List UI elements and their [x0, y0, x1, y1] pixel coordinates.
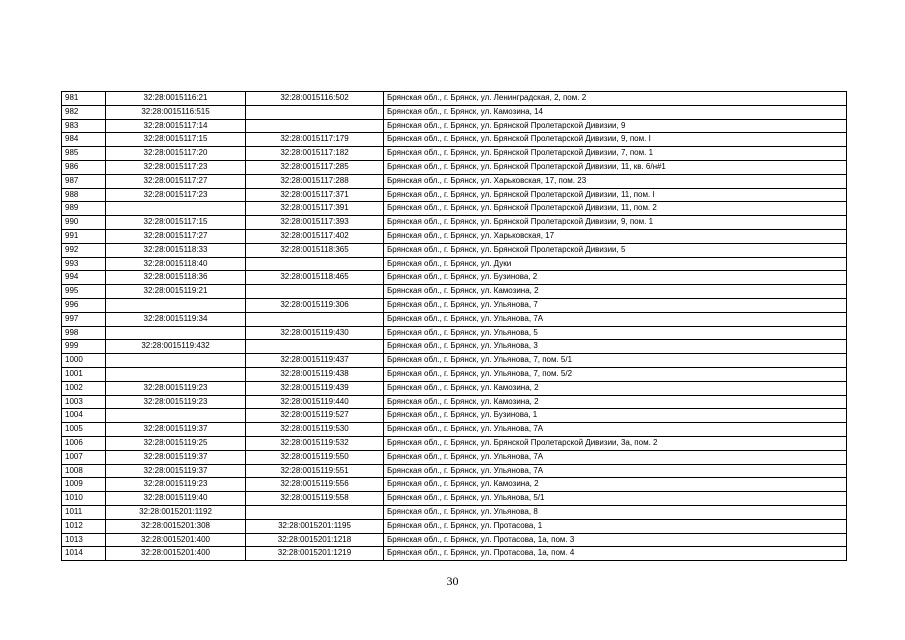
object-cadastral-number-cell: 32:28:0015118:465 — [246, 271, 384, 285]
table-row — [62, 216, 847, 230]
address-cell: Брянская обл., г. Брянск, ул. Дуки — [384, 257, 847, 271]
row-number-cell: 985 — [62, 147, 106, 161]
table-row — [62, 533, 847, 547]
row-number-cell: 995 — [62, 285, 106, 299]
address-cell: Брянская обл., г. Брянск, ул. Брянской Пролетарской Дивизии, 5 — [384, 243, 847, 257]
object-cadastral-number-cell: 32:28:0015119:437 — [246, 354, 384, 368]
object-cadastral-number-cell — [246, 340, 384, 354]
table-row — [62, 492, 847, 506]
table-row — [62, 395, 847, 409]
cadastral-register-table — [61, 91, 847, 561]
table-row — [62, 147, 847, 161]
table-body — [62, 92, 847, 561]
object-cadastral-number-cell — [246, 285, 384, 299]
row-number-cell: 1011 — [62, 505, 106, 519]
row-number-cell: 1012 — [62, 519, 106, 533]
row-number-cell: 991 — [62, 229, 106, 243]
address-cell: Брянская обл., г. Брянск, ул. Ульянова, 3 — [384, 340, 847, 354]
row-number-cell: 986 — [62, 160, 106, 174]
table-row — [62, 312, 847, 326]
address-cell: Брянская обл., г. Брянск, ул. Ульянова, 7А — [384, 464, 847, 478]
object-cadastral-number-cell: 32:28:0015201:1218 — [246, 533, 384, 547]
land-plot-cadastral-number-cell: 32:28:0015119:25 — [106, 436, 246, 450]
table-row — [62, 298, 847, 312]
address-cell: Брянская обл., г. Брянск, ул. Ленинградская, 2, пом. 2 — [384, 92, 847, 106]
object-cadastral-number-cell — [246, 105, 384, 119]
address-cell: Брянская обл., г. Брянск, ул. Камозина, 2 — [384, 478, 847, 492]
address-cell: Брянская обл., г. Брянск, ул. Протасова, 1а, пом. 4 — [384, 547, 847, 561]
table-row — [62, 409, 847, 423]
address-cell: Брянская обл., г. Брянск, ул. Ульянова, 7, пом. 5/1 — [384, 354, 847, 368]
object-cadastral-number-cell: 32:28:0015117:371 — [246, 188, 384, 202]
address-cell: Брянская обл., г. Брянск, ул. Брянской Пролетарской Дивизии, 9 — [384, 119, 847, 133]
land-plot-cadastral-number-cell — [106, 409, 246, 423]
row-number-cell: 984 — [62, 133, 106, 147]
object-cadastral-number-cell: 32:28:0015117:402 — [246, 229, 384, 243]
land-plot-cadastral-number-cell: 32:28:0015117:20 — [106, 147, 246, 161]
table-row — [62, 188, 847, 202]
land-plot-cadastral-number-cell — [106, 326, 246, 340]
table-row — [62, 547, 847, 561]
address-cell: Брянская обл., г. Брянск, ул. Ульянова, 5 — [384, 326, 847, 340]
row-number-cell: 1014 — [62, 547, 106, 561]
object-cadastral-number-cell: 32:28:0015119:550 — [246, 450, 384, 464]
address-cell: Брянская обл., г. Брянск, ул. Брянской Пролетарской Дивизии, 7, пом. 1 — [384, 147, 847, 161]
row-number-cell: 1000 — [62, 354, 106, 368]
table-row — [62, 367, 847, 381]
object-cadastral-number-cell: 32:28:0015119:556 — [246, 478, 384, 492]
table-row — [62, 92, 847, 106]
address-cell: Брянская обл., г. Брянск, ул. Харьковская, 17 — [384, 229, 847, 243]
address-cell: Брянская обл., г. Брянск, ул. Камозина, 2 — [384, 381, 847, 395]
land-plot-cadastral-number-cell: 32:28:0015116:515 — [106, 105, 246, 119]
table-row — [62, 133, 847, 147]
row-number-cell: 1008 — [62, 464, 106, 478]
table-row — [62, 436, 847, 450]
row-number-cell: 989 — [62, 202, 106, 216]
table-row — [62, 243, 847, 257]
land-plot-cadastral-number-cell: 32:28:0015119:34 — [106, 312, 246, 326]
page-number: 30 — [446, 574, 459, 588]
object-cadastral-number-cell: 32:28:0015117:182 — [246, 147, 384, 161]
table-row — [62, 450, 847, 464]
table-row — [62, 519, 847, 533]
object-cadastral-number-cell: 32:28:0015201:1219 — [246, 547, 384, 561]
row-number-cell: 1010 — [62, 492, 106, 506]
object-cadastral-number-cell: 32:28:0015116:502 — [246, 92, 384, 106]
address-cell: Брянская обл., г. Брянск, ул. Камозина, 2 — [384, 395, 847, 409]
row-number-cell: 1006 — [62, 436, 106, 450]
address-cell: Брянская обл., г. Брянск, ул. Камозина, 14 — [384, 105, 847, 119]
land-plot-cadastral-number-cell — [106, 367, 246, 381]
land-plot-cadastral-number-cell: 32:28:0015119:23 — [106, 478, 246, 492]
address-cell: Брянская обл., г. Брянск, ул. Бузинова, 1 — [384, 409, 847, 423]
land-plot-cadastral-number-cell: 32:28:0015117:23 — [106, 160, 246, 174]
row-number-cell: 992 — [62, 243, 106, 257]
table-row — [62, 354, 847, 368]
object-cadastral-number-cell: 32:28:0015119:440 — [246, 395, 384, 409]
object-cadastral-number-cell: 32:28:0015117:288 — [246, 174, 384, 188]
object-cadastral-number-cell — [246, 119, 384, 133]
object-cadastral-number-cell — [246, 505, 384, 519]
land-plot-cadastral-number-cell: 32:28:0015119:21 — [106, 285, 246, 299]
address-cell: Брянская обл., г. Брянск, ул. Брянской Пролетарской Дивизии, 9, пом. 1 — [384, 216, 847, 230]
land-plot-cadastral-number-cell — [106, 298, 246, 312]
land-plot-cadastral-number-cell — [106, 202, 246, 216]
table-row — [62, 285, 847, 299]
table-row — [62, 119, 847, 133]
address-cell: Брянская обл., г. Брянск, ул. Брянской Пролетарской Дивизии, 11, пом. I — [384, 188, 847, 202]
table-row — [62, 229, 847, 243]
object-cadastral-number-cell: 32:28:0015117:391 — [246, 202, 384, 216]
object-cadastral-number-cell: 32:28:0015117:285 — [246, 160, 384, 174]
land-plot-cadastral-number-cell: 32:28:0015201:400 — [106, 547, 246, 561]
land-plot-cadastral-number-cell: 32:28:0015119:37 — [106, 423, 246, 437]
row-number-cell: 1007 — [62, 450, 106, 464]
land-plot-cadastral-number-cell: 32:28:0015117:14 — [106, 119, 246, 133]
row-number-cell: 988 — [62, 188, 106, 202]
land-plot-cadastral-number-cell: 32:28:0015119:23 — [106, 381, 246, 395]
table-row — [62, 160, 847, 174]
row-number-cell: 990 — [62, 216, 106, 230]
row-number-cell: 996 — [62, 298, 106, 312]
address-cell: Брянская обл., г. Брянск, ул. Харьковская, 17, пом. 23 — [384, 174, 847, 188]
address-cell: Брянская обл., г. Брянск, ул. Протасова, 1 — [384, 519, 847, 533]
object-cadastral-number-cell: 32:28:0015119:430 — [246, 326, 384, 340]
land-plot-cadastral-number-cell: 32:28:0015201:400 — [106, 533, 246, 547]
table-row — [62, 271, 847, 285]
object-cadastral-number-cell: 32:28:0015119:439 — [246, 381, 384, 395]
object-cadastral-number-cell: 32:28:0015119:438 — [246, 367, 384, 381]
land-plot-cadastral-number-cell: 32:28:0015117:27 — [106, 174, 246, 188]
table-row — [62, 478, 847, 492]
object-cadastral-number-cell — [246, 312, 384, 326]
table-row — [62, 257, 847, 271]
land-plot-cadastral-number-cell: 32:28:0015117:15 — [106, 216, 246, 230]
land-plot-cadastral-number-cell: 32:28:0015119:432 — [106, 340, 246, 354]
row-number-cell: 1001 — [62, 367, 106, 381]
land-plot-cadastral-number-cell: 32:28:0015119:37 — [106, 464, 246, 478]
address-cell: Брянская обл., г. Брянск, ул. Ульянова, 8 — [384, 505, 847, 519]
address-cell: Брянская обл., г. Брянск, ул. Брянской Пролетарской Дивизии, 9, пом. I — [384, 133, 847, 147]
object-cadastral-number-cell — [246, 257, 384, 271]
land-plot-cadastral-number-cell: 32:28:0015119:23 — [106, 395, 246, 409]
land-plot-cadastral-number-cell — [106, 354, 246, 368]
land-plot-cadastral-number-cell: 32:28:0015118:36 — [106, 271, 246, 285]
row-number-cell: 997 — [62, 312, 106, 326]
address-cell: Брянская обл., г. Брянск, ул. Ульянова, 7 — [384, 298, 847, 312]
address-cell: Брянская обл., г. Брянск, ул. Ульянова, 5/1 — [384, 492, 847, 506]
table-row — [62, 340, 847, 354]
address-cell: Брянская обл., г. Брянск, ул. Брянской Пролетарской Дивизии, 11, пом. 2 — [384, 202, 847, 216]
table-row — [62, 174, 847, 188]
row-number-cell: 998 — [62, 326, 106, 340]
object-cadastral-number-cell: 32:28:0015119:551 — [246, 464, 384, 478]
land-plot-cadastral-number-cell: 32:28:0015117:23 — [106, 188, 246, 202]
row-number-cell: 1005 — [62, 423, 106, 437]
row-number-cell: 983 — [62, 119, 106, 133]
row-number-cell: 1003 — [62, 395, 106, 409]
address-cell: Брянская обл., г. Брянск, ул. Ульянова, 7А — [384, 423, 847, 437]
address-cell: Брянская обл., г. Брянск, ул. Брянской Пролетарской Дивизии, 3а, пом. 2 — [384, 436, 847, 450]
land-plot-cadastral-number-cell: 32:28:0015116:21 — [106, 92, 246, 106]
land-plot-cadastral-number-cell: 32:28:0015118:33 — [106, 243, 246, 257]
object-cadastral-number-cell: 32:28:0015119:532 — [246, 436, 384, 450]
row-number-cell: 1004 — [62, 409, 106, 423]
row-number-cell: 993 — [62, 257, 106, 271]
object-cadastral-number-cell: 32:28:0015117:393 — [246, 216, 384, 230]
object-cadastral-number-cell: 32:28:0015118:365 — [246, 243, 384, 257]
object-cadastral-number-cell: 32:28:0015119:527 — [246, 409, 384, 423]
row-number-cell: 987 — [62, 174, 106, 188]
row-number-cell: 1002 — [62, 381, 106, 395]
address-cell: Брянская обл., г. Брянск, ул. Брянской Пролетарской Дивизии, 11, кв. 6/н#1 — [384, 160, 847, 174]
table-row — [62, 505, 847, 519]
row-number-cell: 1009 — [62, 478, 106, 492]
row-number-cell: 1013 — [62, 533, 106, 547]
table-row — [62, 202, 847, 216]
land-plot-cadastral-number-cell: 32:28:0015201:1192 — [106, 505, 246, 519]
table-row — [62, 381, 847, 395]
row-number-cell: 994 — [62, 271, 106, 285]
table-row — [62, 105, 847, 119]
object-cadastral-number-cell: 32:28:0015119:306 — [246, 298, 384, 312]
land-plot-cadastral-number-cell: 32:28:0015117:15 — [106, 133, 246, 147]
address-cell: Брянская обл., г. Брянск, ул. Ульянова, 7, пом. 5/2 — [384, 367, 847, 381]
address-cell: Брянская обл., г. Брянск, ул. Ульянова, 7А — [384, 450, 847, 464]
land-plot-cadastral-number-cell: 32:28:0015119:40 — [106, 492, 246, 506]
land-plot-cadastral-number-cell: 32:28:0015117:27 — [106, 229, 246, 243]
land-plot-cadastral-number-cell: 32:28:0015201:308 — [106, 519, 246, 533]
row-number-cell: 981 — [62, 92, 106, 106]
object-cadastral-number-cell: 32:28:0015119:530 — [246, 423, 384, 437]
object-cadastral-number-cell: 32:28:0015117:179 — [246, 133, 384, 147]
object-cadastral-number-cell: 32:28:0015119:558 — [246, 492, 384, 506]
table-row — [62, 326, 847, 340]
land-plot-cadastral-number-cell: 32:28:0015119:37 — [106, 450, 246, 464]
address-cell: Брянская обл., г. Брянск, ул. Камозина, 2 — [384, 285, 847, 299]
address-cell: Брянская обл., г. Брянск, ул. Протасова, 1а, пом. 3 — [384, 533, 847, 547]
row-number-cell: 982 — [62, 105, 106, 119]
table-row — [62, 423, 847, 437]
land-plot-cadastral-number-cell: 32:28:0015118:40 — [106, 257, 246, 271]
row-number-cell: 999 — [62, 340, 106, 354]
object-cadastral-number-cell: 32:28:0015201:1195 — [246, 519, 384, 533]
address-cell: Брянская обл., г. Брянск, ул. Ульянова, 7А — [384, 312, 847, 326]
address-cell: Брянская обл., г. Брянск, ул. Бузинова, 2 — [384, 271, 847, 285]
table-row — [62, 464, 847, 478]
